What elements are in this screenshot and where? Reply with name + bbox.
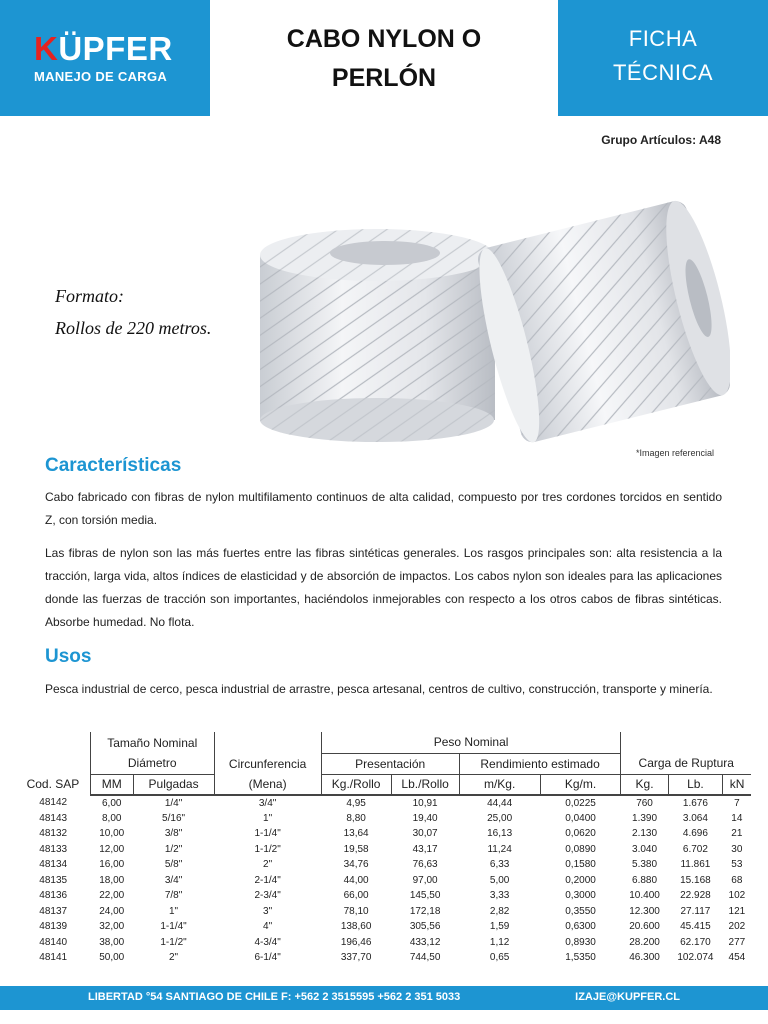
usos-heading: Usos (45, 646, 92, 667)
cell: 22,00 (99, 890, 125, 902)
table-row (16, 888, 751, 904)
logo-box (0, 0, 210, 116)
cell: 2,82 (489, 905, 510, 917)
cell: 2" (168, 952, 179, 964)
specs-table (16, 732, 751, 966)
cell: 277 (728, 936, 746, 948)
cell: 0,1580 (565, 859, 596, 871)
cell: 6,00 (102, 797, 122, 809)
cell: 19,40 (412, 812, 438, 824)
cell: 0,0225 (565, 797, 596, 809)
header-kg: Kg. (621, 774, 668, 795)
table-row (16, 811, 751, 827)
cell: 0,65 (489, 952, 510, 964)
cell: 38,00 (99, 936, 125, 948)
logo-wordmark (34, 30, 173, 68)
cell: 196,46 (340, 936, 372, 948)
cell: 43,17 (412, 843, 438, 855)
table-row (16, 826, 751, 842)
table-row (16, 795, 751, 811)
table-row (16, 857, 751, 873)
cell: 1-1/4" (254, 828, 281, 840)
caracteristicas-paragraph-1: Cabo fabricado con fibras de nylon multifilamento continuos de alta calidad, compuesto por tres cordones torcidos en sentido Z, con torsión media. (45, 490, 722, 527)
header-lb-rollo: Lb./Rollo (391, 774, 459, 795)
cell: 20.600 (629, 921, 660, 933)
cell: 68 (731, 874, 743, 886)
cell: 15.168 (680, 874, 711, 886)
header-circunferencia: Circunferencia (214, 753, 321, 774)
table-row (16, 935, 751, 951)
cell: 0,6300 (565, 921, 596, 933)
cell: 1,5350 (565, 952, 596, 964)
cell: 19,58 (343, 843, 369, 855)
cell: 2-3/4" (254, 890, 281, 902)
cell: 2-1/4" (254, 874, 281, 886)
header-pulgadas: Pulgadas (133, 774, 214, 795)
logo-rest: ÜPFER (58, 30, 173, 67)
cell: 0,0400 (565, 812, 596, 824)
ficha-tecnica-box (558, 0, 768, 116)
cell: 1" (168, 905, 179, 917)
cell: 138,60 (340, 921, 372, 933)
cell: 97,00 (412, 874, 438, 886)
cell: 305,56 (409, 921, 441, 933)
cell: 48134 (39, 859, 68, 871)
logo-tagline: MANEJO DE CARGA (34, 69, 168, 84)
cell: 44,44 (487, 797, 513, 809)
cell: 1-1/2" (254, 843, 281, 855)
table-row (16, 842, 751, 858)
header-kg-rollo: Kg./Rollo (321, 774, 391, 795)
header-presentacion: Presentación (321, 753, 459, 774)
cell: 760 (636, 797, 653, 809)
cell: 4,95 (346, 797, 366, 809)
cell: 1-1/4" (160, 921, 187, 933)
cell: 121 (728, 905, 746, 917)
header-carga: Carga de Ruptura (638, 756, 734, 771)
cell: 16,13 (487, 828, 513, 840)
cell: 14 (731, 812, 743, 824)
cell: 44,00 (343, 874, 369, 886)
header-m-kg: m/Kg. (459, 774, 540, 795)
title-line-2: PERLÓN (331, 64, 437, 92)
cell: 4-3/4" (254, 936, 281, 948)
cell: 0,2000 (565, 874, 596, 886)
page-title (210, 0, 558, 116)
cell: 16,00 (99, 859, 125, 871)
image-reference-note: *Imagen referencial (635, 448, 714, 458)
cell: 48143 (39, 812, 68, 824)
cell: 3/8" (164, 828, 183, 840)
cell: 3" (263, 905, 273, 917)
title-line-1: CABO NYLON O (286, 25, 482, 53)
header-mm: MM (90, 774, 133, 795)
cell: 0,3000 (565, 890, 596, 902)
rope-coils-image (250, 180, 730, 450)
cell: 6-1/4" (254, 952, 281, 964)
cell: 6.880 (632, 874, 658, 886)
header-cod-sap: Cod. SAP (16, 732, 90, 795)
rope-coil-right (468, 196, 730, 447)
cell: 1-1/2" (160, 936, 187, 948)
cell: 11,24 (487, 843, 512, 855)
table-row (16, 904, 751, 920)
formato-value: Rollos de 220 metros. (55, 318, 212, 338)
cell: 30,07 (412, 828, 438, 840)
header-kn: kN (723, 774, 751, 795)
formato-block (55, 280, 211, 344)
cell: 3.064 (682, 812, 708, 824)
cell: 1.390 (632, 812, 658, 824)
cell: 202 (728, 921, 746, 933)
cell: 3,33 (489, 890, 510, 902)
cell: 30 (731, 843, 743, 855)
cell: 2.130 (632, 828, 658, 840)
ficha-line-1: FICHA (628, 26, 698, 51)
header-kg-m: Kg/m. (540, 774, 621, 795)
cell: 3.040 (632, 843, 658, 855)
caracteristicas-heading: Características (45, 455, 182, 476)
cell: 6,33 (489, 859, 510, 871)
footer-bar (0, 986, 768, 1010)
cell: 8,80 (346, 812, 366, 824)
header-peso: Peso Nominal (321, 732, 621, 753)
cell: 6.702 (682, 843, 708, 855)
cell: 48142 (39, 797, 68, 809)
cell: 18,00 (99, 874, 125, 886)
cell: 76,63 (412, 859, 438, 871)
cell: 1,59 (489, 921, 510, 933)
cell: 48140 (39, 936, 68, 948)
header-mena: (Mena) (214, 774, 321, 795)
header-tamano: Tamaño Nominal (90, 732, 214, 753)
cell: 0,8930 (565, 936, 596, 948)
header-diametro: Diámetro (90, 753, 214, 774)
cell: 22.928 (680, 890, 711, 902)
cell: 25,00 (487, 812, 513, 824)
cell: 45.415 (680, 921, 711, 933)
cell: 13,64 (343, 828, 369, 840)
ficha-line-2: TÉCNICA (612, 60, 714, 85)
cell: 1/2" (164, 843, 183, 855)
cell: 7/8" (164, 890, 183, 902)
cell: 5/8" (164, 859, 183, 871)
cell: 0,0890 (565, 843, 596, 855)
cell: 48133 (39, 843, 68, 855)
cell: 5.380 (632, 859, 658, 871)
formato-label: Formato: (55, 286, 124, 306)
cell: 53 (731, 859, 743, 871)
rope-coil-left (260, 229, 495, 442)
cell: 102.074 (677, 952, 714, 964)
cell: 3/4" (164, 874, 183, 886)
cell: 12.300 (629, 905, 660, 917)
cell: 10.400 (629, 890, 660, 902)
cell: 5/16" (162, 812, 186, 824)
cell: 21 (731, 828, 743, 840)
cell: 454 (728, 952, 746, 964)
cell: 433,12 (409, 936, 441, 948)
usos-paragraph: Pesca industrial de cerco, pesca industrial de arrastre, pesca artesanal, centros de cultivo, construcción, transporte y minería. (45, 682, 713, 696)
grupo-articulos: Grupo Artículos: A48 (601, 133, 721, 147)
caracteristicas-paragraph-2: Las fibras de nylon son las más fuertes entre las fibras sintéticas generales. Los rasgos principales son: alta resistencia a la tracción, larga vida, altos índices de elasticidad y de absorción de impactos. Los cabos nylon son ideales para las aplicaciones donde las fuerzas de tracción son importantes, haciéndolos inmejorables con respecto a los otros cabos de fibras sintéticas. Absorbe humedad. No flota. (45, 546, 722, 629)
cell: 172,18 (409, 905, 441, 917)
footer-email: IZAJE@KUPFER.CL (575, 991, 680, 1003)
table-row (16, 873, 751, 889)
cell: 48137 (39, 905, 68, 917)
cell: 0,0620 (565, 828, 596, 840)
header-blank-circ (214, 732, 321, 753)
cell: 62.170 (680, 936, 711, 948)
header-lb: Lb. (668, 774, 723, 795)
cell: 8,00 (102, 812, 122, 824)
cell: 2" (263, 859, 273, 871)
cell: 46.300 (629, 952, 660, 964)
footer-address: LIBERTAD °54 SANTIAGO DE CHILE F: +562 2 3515595 +562 2 351 5033 (88, 991, 461, 1003)
cell: 744,50 (409, 952, 441, 964)
cell: 1,12 (489, 936, 510, 948)
cell: 7 (734, 797, 740, 809)
cell: 4.696 (682, 828, 708, 840)
cell: 337,70 (340, 952, 372, 964)
cell: 50,00 (99, 952, 125, 964)
cell: 0,3550 (565, 905, 596, 917)
table-row (16, 919, 751, 935)
cell: 145,50 (409, 890, 441, 902)
cell: 24,00 (99, 905, 125, 917)
cell: 1" (263, 812, 273, 824)
table-row (16, 950, 751, 966)
cell: 48136 (39, 890, 68, 902)
cell: 48132 (39, 828, 68, 840)
cell: 66,00 (343, 890, 369, 902)
cell: 78,10 (343, 905, 369, 917)
cell: 1.676 (682, 797, 708, 809)
header-rendimiento: Rendimiento estimado (459, 753, 621, 774)
cell: 4" (263, 921, 273, 933)
cell: 12,00 (99, 843, 125, 855)
cell: 48141 (39, 952, 68, 964)
cell: 1/4" (164, 797, 183, 809)
cell: 10,91 (412, 797, 438, 809)
cell: 10,00 (99, 828, 125, 840)
header-blank-carga (621, 732, 751, 753)
cell: 32,00 (99, 921, 125, 933)
cell: 34,76 (343, 859, 369, 871)
cell: 27.117 (680, 905, 711, 917)
cell: 48135 (39, 874, 68, 886)
cell: 48139 (39, 921, 68, 933)
cell: 5,00 (489, 874, 510, 886)
cell: 11.861 (680, 859, 711, 871)
cell: 3/4" (258, 797, 277, 809)
logo-k: K (34, 30, 59, 67)
cell: 28.200 (629, 936, 660, 948)
cell: 102 (728, 890, 746, 902)
